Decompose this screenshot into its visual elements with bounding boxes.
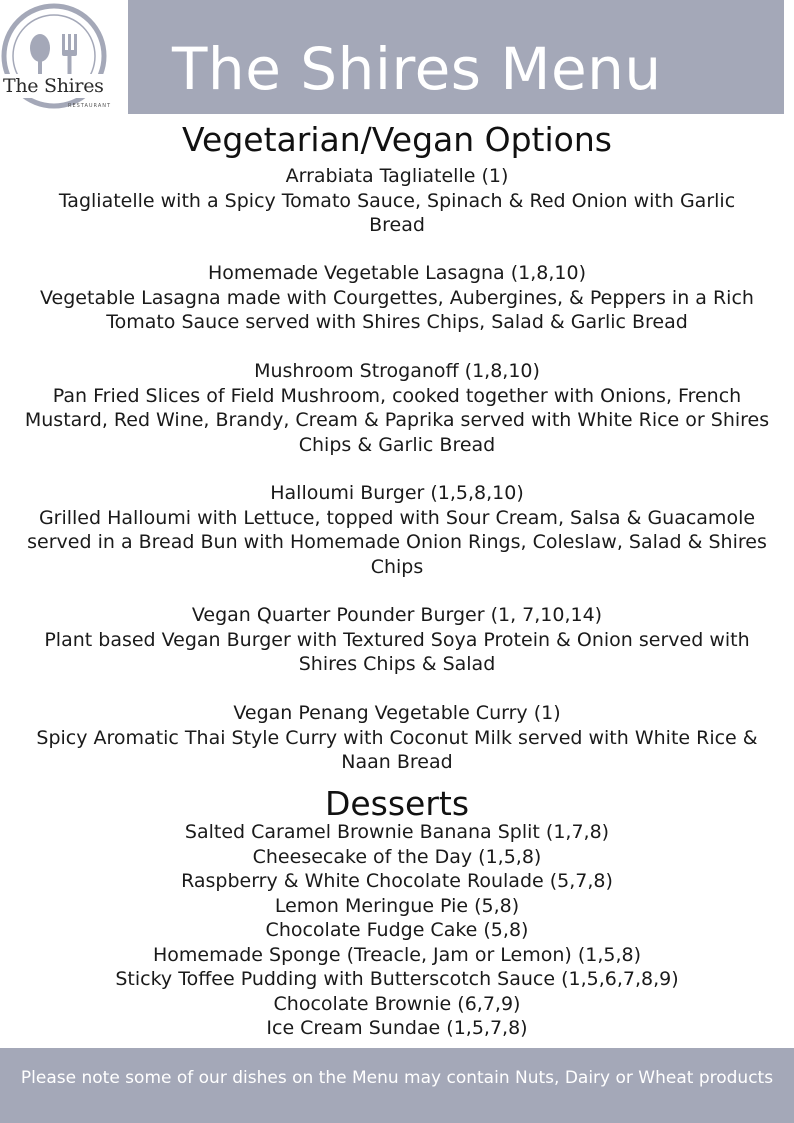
dish-description: Pan Fried Slices of Field Mushroom, cooked together with Onions, French Mustard, Red Wine, Brandy, Cream & Paprika served with White Rice or Shires Chips & Garlic Bread xyxy=(24,384,770,456)
logo-subtitle: RESTAURANT xyxy=(68,103,112,109)
dish-description: Plant based Vegan Burger with Textured Soya Protein & Onion served with Shires Chips & Salad xyxy=(44,628,750,675)
dish-name: Halloumi Burger (1,5,8,10) xyxy=(270,482,524,504)
header-banner xyxy=(128,0,784,114)
list-item: Cheesecake of the Day (1,5,8) xyxy=(252,845,542,868)
footer-banner xyxy=(0,1048,794,1123)
dish-description: Tagliatelle with a Spicy Tomato Sauce, Spinach & Red Onion with Garlic Bread xyxy=(58,189,736,236)
dish-item xyxy=(14,359,780,457)
page-title: The Shires Menu xyxy=(172,35,662,103)
list-item: Salted Caramel Brownie Banana Split (1,7,8) xyxy=(184,821,610,843)
list-item: Lemon Meringue Pie (5,8) xyxy=(274,894,520,917)
dish-item xyxy=(14,481,780,579)
list-item: Ice Cream Sundae (1,5,7,8) xyxy=(266,1017,528,1039)
dish-name: Mushroom Stroganoff (1,8,10) xyxy=(254,360,540,382)
dish-name: Homemade Vegetable Lasagna (1,8,10) xyxy=(208,262,586,284)
dish-item xyxy=(14,164,780,238)
dessert-list xyxy=(60,820,734,1041)
logo-name: The Shires xyxy=(3,74,119,98)
list-item: Raspberry & White Chocolate Roulade (5,7,8) xyxy=(181,870,613,892)
dish-item xyxy=(14,603,780,677)
dish-description: Spicy Aromatic Thai Style Curry with Coconut Milk served with White Rice & Naan Bread xyxy=(36,726,758,773)
dish-description: Grilled Halloumi with Lettuce, topped with Sour Cream, Salsa & Guacamole served in a Bread Bun with Homemade Onion Rings, Coleslaw, Salad & Shires Chips xyxy=(27,506,767,578)
allergen-note: Please note some of our dishes on the Menu may contain Nuts, Dairy or Wheat products xyxy=(20,1068,774,1088)
list-item: Chocolate Brownie (6,7,9) xyxy=(273,992,521,1015)
section-title-vegetarian: Vegetarian/Vegan Options xyxy=(182,120,612,159)
dish-name: Vegan Quarter Pounder Burger (1, 7,10,14) xyxy=(191,604,603,626)
list-item: Homemade Sponge (Treacle, Jam or Lemon) (1,5,8) xyxy=(152,943,642,966)
dish-item xyxy=(14,261,780,335)
restaurant-logo xyxy=(0,0,122,114)
dish-name: Arrabiata Tagliatelle (1) xyxy=(285,165,509,187)
list-item: Sticky Toffee Pudding with Butterscotch Sauce (1,5,6,7,8,9) xyxy=(115,968,679,990)
list-item: Chocolate Fudge Cake (5,8) xyxy=(265,919,529,941)
dish-name: Vegan Penang Vegetable Curry (1) xyxy=(233,702,561,724)
dish-description: Vegetable Lasagna made with Courgettes, Aubergines, & Peppers in a Rich Tomato Sauce served with Shires Chips, Salad & Garlic Bread xyxy=(40,286,754,333)
dish-item xyxy=(14,701,780,775)
section-title-desserts: Desserts xyxy=(324,784,470,823)
